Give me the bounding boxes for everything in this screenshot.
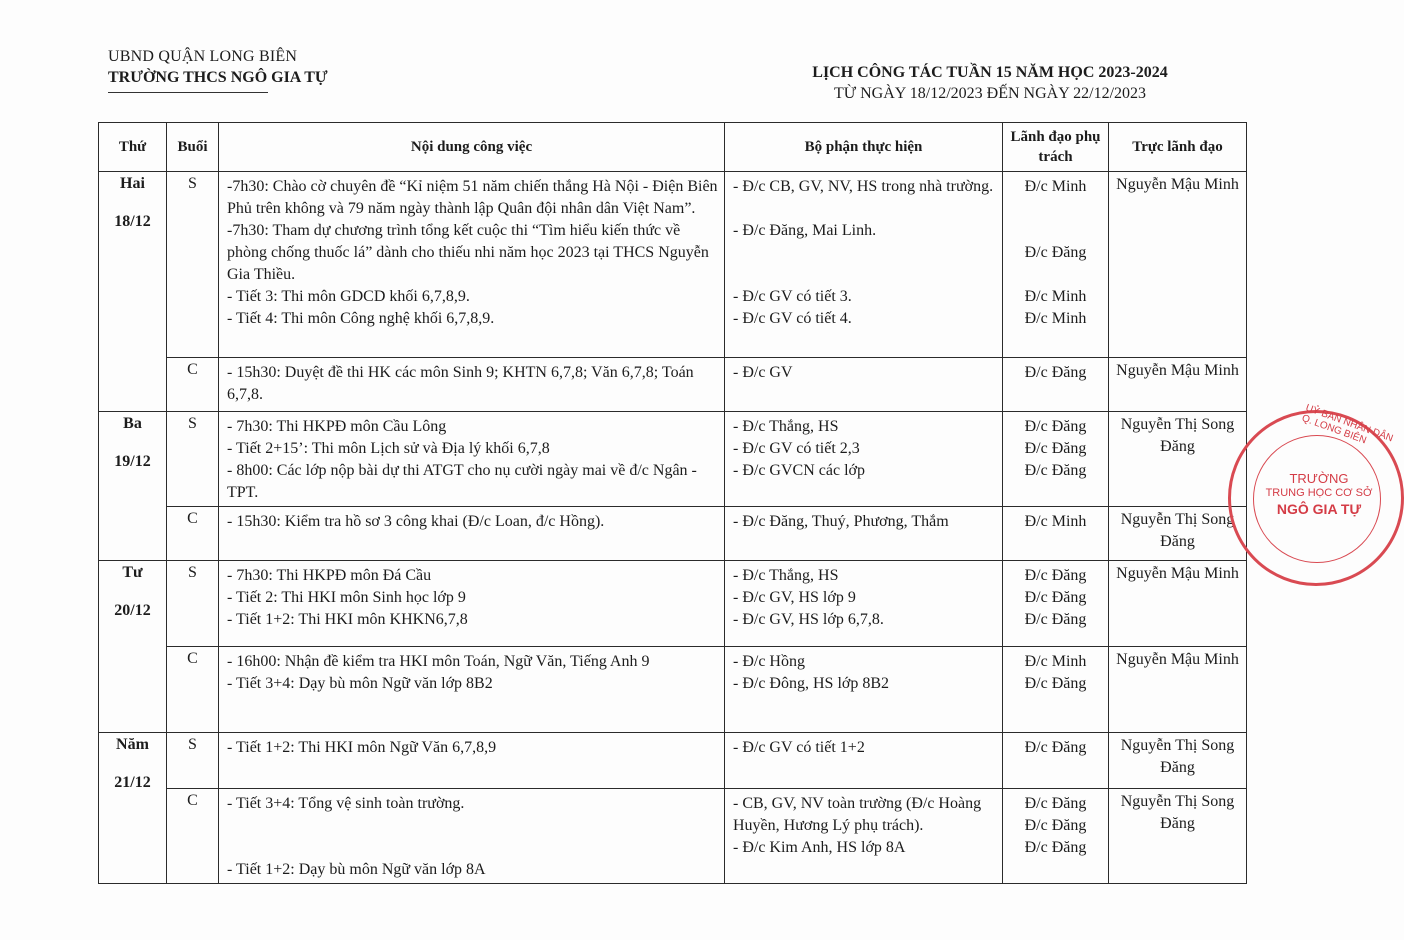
day-cell	[99, 561, 167, 733]
leader-cell: Đ/c Minh Đ/c Đăng	[1003, 647, 1109, 733]
content-cell: -7h30: Chào cờ chuyên đề “Kỉ niệm 51 năm chiến thắng Hà Nội - Điện Biên Phủ trên không và 79 năm ngày thành lập Quân đội nhân dân Việt Nam”. -7h30: Tham dự chương trình tổng kết cuộc thi “Tìm hiểu kiến thức về phòng chống thuốc lá” dành cho thiếu nhi năm học 2023 tại THCS Nguyễn Gia Thiều. - Tiết 3: Thi môn GDCD khối 6,7,8,9. - Tiết 4: Thi môn Công nghệ khối 6,7,8,9.	[219, 172, 725, 358]
table-row	[99, 733, 1247, 789]
issuer-line-2: TRƯỜNG THCS NGÔ GIA TỰ	[108, 69, 328, 86]
duty-leader-cell: Nguyễn Thị Song Đăng	[1109, 789, 1247, 884]
session-cell: S	[167, 172, 219, 358]
day-date: 20/12	[114, 602, 151, 619]
duty-leader-cell: Nguyễn Mậu Minh	[1109, 647, 1247, 733]
content-cell: - 7h30: Thi HKPĐ môn Cầu Lông - Tiết 2+15’: Thi môn Lịch sử và Địa lý khối 6,7,8 - 8h00: Các lớp nộp bài dự thi ATGT cho nụ cười ngày mai về đ/c Ngân - TPT.	[219, 412, 725, 507]
table-row	[99, 789, 1247, 884]
day-name: Ba	[123, 415, 142, 432]
department-cell: - CB, GV, NV toàn trường (Đ/c Hoàng Huyền, Hương Lý phụ trách). - Đ/c Kim Anh, HS lớp 8A	[725, 789, 1003, 884]
date-range: TỪ NGÀY 18/12/2023 ĐẾN NGÀY 22/12/2023	[833, 85, 1147, 102]
day-cell	[99, 412, 167, 561]
leader-cell: Đ/c Đăng Đ/c Đăng Đ/c Đăng	[1003, 561, 1109, 647]
department-cell: - Đ/c CB, GV, NV, HS trong nhà trường. - Đ/c Đăng, Mai Linh. - Đ/c GV có tiết 3. - Đ/c GV có tiết 4.	[725, 172, 1003, 358]
table-row	[99, 172, 1247, 358]
session-cell: S	[167, 561, 219, 647]
table-row	[99, 358, 1247, 412]
table-row	[99, 507, 1247, 561]
department-cell: - Đ/c GV có tiết 1+2	[725, 733, 1003, 789]
day-name: Năm	[116, 736, 149, 753]
session-cell: C	[167, 507, 219, 561]
department-cell: - Đ/c Hồng - Đ/c Đông, HS lớp 8B2	[725, 647, 1003, 733]
session-cell: S	[167, 733, 219, 789]
day-cell	[99, 172, 167, 412]
table-row	[99, 561, 1247, 647]
school-seal-stamp	[1228, 402, 1404, 586]
day-name: Hai	[120, 175, 145, 192]
duty-leader-cell: Nguyễn Mậu Minh	[1109, 358, 1247, 412]
seal-text-line-1: TRƯỜNG	[1289, 471, 1349, 486]
issuer-block	[108, 46, 328, 93]
duty-leader-cell: Nguyễn Thị Song Đăng	[1109, 507, 1247, 561]
table-row	[99, 412, 1247, 507]
content-cell: - Tiết 3+4: Tổng vệ sinh toàn trường. - Tiết 1+2: Dạy bù môn Ngữ văn lớp 8A	[219, 789, 725, 884]
table-row	[99, 647, 1247, 733]
department-cell: - Đ/c Thắng, HS - Đ/c GV có tiết 2,3 - Đ/c GVCN các lớp	[725, 412, 1003, 507]
session-cell: C	[167, 358, 219, 412]
duty-leader-cell: Nguyễn Mậu Minh	[1109, 172, 1247, 358]
document-title: LỊCH CÔNG TÁC TUẦN 15 NĂM HỌC 2023-2024	[812, 64, 1168, 81]
leader-cell: Đ/c Minh	[1003, 507, 1109, 561]
day-date: 21/12	[114, 774, 151, 791]
content-cell: - Tiết 1+2: Thi HKI môn Ngữ Văn 6,7,8,9	[219, 733, 725, 789]
leader-cell: Đ/c Đăng Đ/c Đăng Đ/c Đăng	[1003, 412, 1109, 507]
issuer-line-1: UBND QUẬN LONG BIÊN	[108, 48, 298, 65]
department-cell: - Đ/c Thắng, HS - Đ/c GV, HS lớp 9 - Đ/c GV, HS lớp 6,7,8.	[725, 561, 1003, 647]
issuer-underline	[108, 92, 268, 93]
leader-cell: Đ/c Đăng Đ/c Đăng Đ/c Đăng	[1003, 789, 1109, 884]
leader-cell: Đ/c Minh Đ/c Đăng Đ/c Minh Đ/c Minh	[1003, 172, 1109, 358]
content-cell: - 16h00: Nhận đề kiểm tra HKI môn Toán, Ngữ Văn, Tiếng Anh 9 - Tiết 3+4: Dạy bù môn Ngữ văn lớp 8B2	[219, 647, 725, 733]
content-cell: - 15h30: Kiểm tra hồ sơ 3 công khai (Đ/c Loan, đ/c Hồng).	[219, 507, 725, 561]
day-name: Tư	[122, 564, 143, 581]
col-header-leader: Lãnh đạo phụ trách	[1003, 123, 1109, 172]
session-cell: C	[167, 789, 219, 884]
day-cell	[99, 733, 167, 884]
document-title-block	[760, 62, 1220, 104]
department-cell: - Đ/c Đăng, Thuý, Phương, Thắm	[725, 507, 1003, 561]
content-cell: - 15h30: Duyệt đề thi HK các môn Sinh 9; KHTN 6,7,8; Văn 6,7,8; Toán 6,7,8.	[219, 358, 725, 412]
table-header-row	[99, 123, 1247, 172]
seal-ring-text: UỶ BAN NHÂN DÂN Q. LONG BIÊN	[1300, 402, 1395, 447]
leader-cell: Đ/c Đăng	[1003, 358, 1109, 412]
schedule-table	[98, 122, 1247, 884]
seal-inner-ring	[1253, 435, 1381, 563]
duty-leader-cell: Nguyễn Thị Song Đăng	[1109, 733, 1247, 789]
day-date: 18/12	[114, 213, 151, 230]
leader-cell: Đ/c Đăng	[1003, 733, 1109, 789]
session-cell: S	[167, 412, 219, 507]
col-header-session: Buổi	[167, 123, 219, 172]
duty-leader-cell: Nguyễn Mậu Minh	[1109, 561, 1247, 647]
col-header-department: Bộ phận thực hiện	[725, 123, 1003, 172]
seal-text-line-3: NGÔ GIA TỰ	[1276, 501, 1362, 517]
col-header-day: Thứ	[99, 123, 167, 172]
col-header-content: Nội dung công việc	[219, 123, 725, 172]
department-cell: - Đ/c GV	[725, 358, 1003, 412]
duty-leader-cell: Nguyễn Thị Song Đăng	[1109, 412, 1247, 507]
day-date: 19/12	[114, 453, 151, 470]
session-cell: C	[167, 647, 219, 733]
seal-text-line-2: TRUNG HỌC CƠ SỞ	[1265, 487, 1373, 499]
content-cell: - 7h30: Thi HKPĐ môn Đá Cầu - Tiết 2: Thi HKI môn Sinh học lớp 9 - Tiết 1+2: Thi HKI môn KHKN6,7,8	[219, 561, 725, 647]
col-header-duty-leader: Trực lãnh đạo	[1109, 123, 1247, 172]
